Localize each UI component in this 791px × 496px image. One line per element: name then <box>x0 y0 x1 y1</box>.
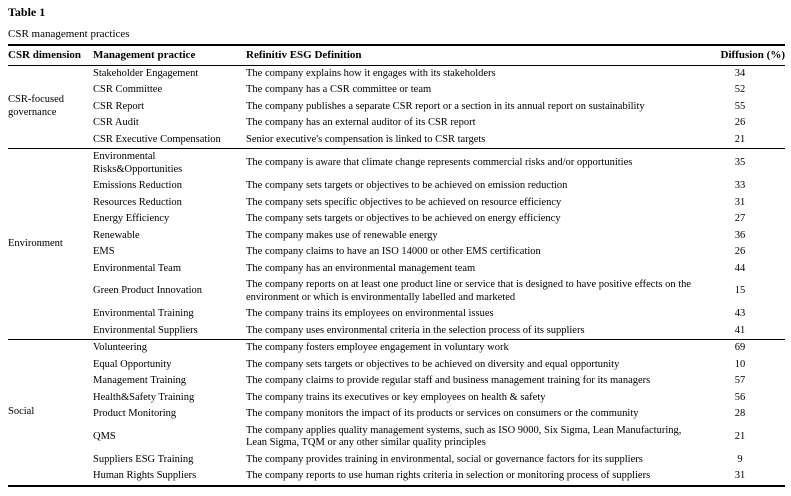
table-row <box>8 277 785 306</box>
diffusion-cell: 28 <box>734 408 746 419</box>
table-row <box>8 406 785 423</box>
table-row <box>8 357 785 374</box>
definition-cell: The company fosters employee engagement in voluntary work <box>246 340 699 357</box>
col-header-csr-dimension: CSR dimension <box>8 45 93 65</box>
table-row <box>8 115 785 132</box>
table-row <box>8 340 785 357</box>
practice-cell: Environmental Suppliers <box>93 324 198 336</box>
practice-cell: Management Training <box>93 375 187 386</box>
diffusion-cell: 27 <box>734 213 746 224</box>
table-row <box>8 390 785 407</box>
practice-cell: Green Product Innovation <box>93 285 203 297</box>
definition-cell: The company has an external auditor of its CSR report <box>246 117 476 128</box>
definition-cell: The company applies quality management systems, such as ISO 9000, Six Sigma, Lean Manufacturing, Lean Sigma, TQM or any other similar quality principles <box>246 424 682 448</box>
diffusion-cell: 55 <box>734 100 746 112</box>
definition-cell: The company explains how it engages with its stakeholders <box>246 67 496 79</box>
table-row <box>8 452 785 469</box>
definition-cell: Senior executive's compensation is linked to CSR targets <box>246 133 486 145</box>
table-row <box>8 261 785 278</box>
practice-cell: CSR Executive Compensation <box>93 133 221 145</box>
diffusion-cell: 35 <box>699 149 785 179</box>
definition-cell: The company trains its executives or key employees on health & safety <box>246 391 546 403</box>
diffusion-cell: 41 <box>734 324 746 336</box>
diffusion-cell: 36 <box>734 229 746 241</box>
diffusion-cell: 31 <box>734 470 746 481</box>
practice-cell: CSR Committee <box>93 84 163 95</box>
table-row <box>8 82 785 99</box>
table-row <box>8 65 785 82</box>
table-row <box>8 468 785 486</box>
col-header-refinitiv-esg-definition: Refinitiv ESG Definition <box>246 45 699 65</box>
diffusion-cell: 52 <box>734 84 746 95</box>
definition-cell: The company trains its employees on environmental issues <box>246 308 494 319</box>
definition-cell: The company reports to use human rights criteria in selection or monitoring process of suppliers <box>246 470 651 481</box>
definition-cell: The company claims to provide regular staff and business management training for its managers <box>246 375 651 386</box>
definition-cell: The company sets specific objectives to be achieved on resource efficiency <box>246 196 562 208</box>
csr-practices-table <box>8 44 785 487</box>
dimension-cell: Social <box>8 340 93 486</box>
table-row <box>8 211 785 228</box>
table-header <box>8 45 785 65</box>
diffusion-cell: 10 <box>734 358 746 370</box>
definition-cell: The company sets targets or objectives to be achieved on energy efficiency <box>246 213 561 224</box>
diffusion-cell: 21 <box>734 133 746 145</box>
practice-cell: Environmental Training <box>93 308 194 319</box>
definition-cell: The company has an environmental management team <box>246 262 476 274</box>
table-row <box>8 373 785 390</box>
definition-cell: The company claims to have an ISO 14000 or other EMS certification <box>246 246 541 257</box>
diffusion-cell: 26 <box>734 246 746 257</box>
table-caption: CSR management practices <box>8 28 130 40</box>
table-row <box>8 228 785 245</box>
table-label: Table 1 <box>8 5 46 19</box>
diffusion-cell: 44 <box>734 262 746 274</box>
table-row <box>8 132 785 149</box>
definition-cell: The company monitors the impact of its products or services on consumers or the community <box>246 408 639 419</box>
table-row <box>8 244 785 261</box>
practice-cell: Human Rights Suppliers <box>93 470 197 481</box>
diffusion-cell: 26 <box>734 117 746 128</box>
dimension-cell: CSR-focused governance <box>8 94 64 118</box>
diffusion-cell: 57 <box>734 375 746 386</box>
practice-cell: Volunteering <box>93 340 246 357</box>
practice-cell: QMS <box>93 430 116 442</box>
diffusion-cell: 33 <box>734 180 746 191</box>
practice-cell: Renewable <box>93 229 140 241</box>
definition-cell: The company sets targets or objectives to be achieved on diversity and equal opportunity <box>246 358 620 370</box>
practice-cell: Suppliers ESG Training <box>93 453 194 465</box>
practice-cell: Environmental Team <box>93 262 182 274</box>
definition-cell: The company uses environmental criteria in the selection process of its suppliers <box>246 324 585 336</box>
practice-cell: EMS <box>93 246 115 257</box>
practice-cell: Resources Reduction <box>93 196 182 208</box>
table-row <box>8 149 785 179</box>
diffusion-cell: 15 <box>734 285 746 297</box>
definition-cell: The company publishes a separate CSR report or a section in its annual report on sustainability <box>246 100 645 112</box>
practice-cell: Emissions Reduction <box>93 180 182 191</box>
diffusion-cell: 31 <box>734 196 746 208</box>
table-row <box>8 99 785 116</box>
practice-cell: Product Monitoring <box>93 408 177 419</box>
practice-cell: CSR Report <box>93 100 145 112</box>
table-row <box>8 423 785 452</box>
header-row <box>8 45 785 65</box>
definition-cell: The company is aware that climate change represents commercial risks and/or opportunities <box>246 149 699 179</box>
practice-cell: Equal Opportunity <box>93 358 172 370</box>
practice-cell: Environmental Risks&Opportunities <box>93 149 246 179</box>
table-body <box>8 65 785 486</box>
col-header-management-practice: Management practice <box>93 45 246 65</box>
diffusion-cell: 21 <box>734 430 746 442</box>
definition-cell: The company makes use of renewable energy <box>246 229 438 241</box>
practice-cell: Health&Safety Training <box>93 391 195 403</box>
definition-cell: The company provides training in environmental, social or governance factors for its suppliers <box>246 453 643 465</box>
table-row <box>8 195 785 212</box>
diffusion-cell: 56 <box>734 391 746 403</box>
practice-cell: CSR Audit <box>93 117 139 128</box>
diffusion-cell: 43 <box>734 308 746 319</box>
diffusion-cell: 9 <box>737 453 743 465</box>
definition-cell: The company reports on at least one product line or service that is designed to have positive effects on the environment or which is environmentally labelled and marketed <box>246 279 692 303</box>
table-row <box>8 178 785 195</box>
practice-cell: Energy Efficiency <box>93 213 170 224</box>
definition-cell: The company sets targets or objectives to be achieved on emission reduction <box>246 180 568 191</box>
table-row <box>8 306 785 323</box>
dimension-cell: Environment <box>8 149 93 340</box>
col-header-diffusion: Diffusion (%) <box>699 45 785 65</box>
table-row <box>8 323 785 340</box>
diffusion-cell: 69 <box>699 340 785 357</box>
diffusion-cell: 34 <box>734 67 746 79</box>
practice-cell: Stakeholder Engagement <box>93 67 199 79</box>
definition-cell: The company has a CSR committee or team <box>246 84 432 95</box>
